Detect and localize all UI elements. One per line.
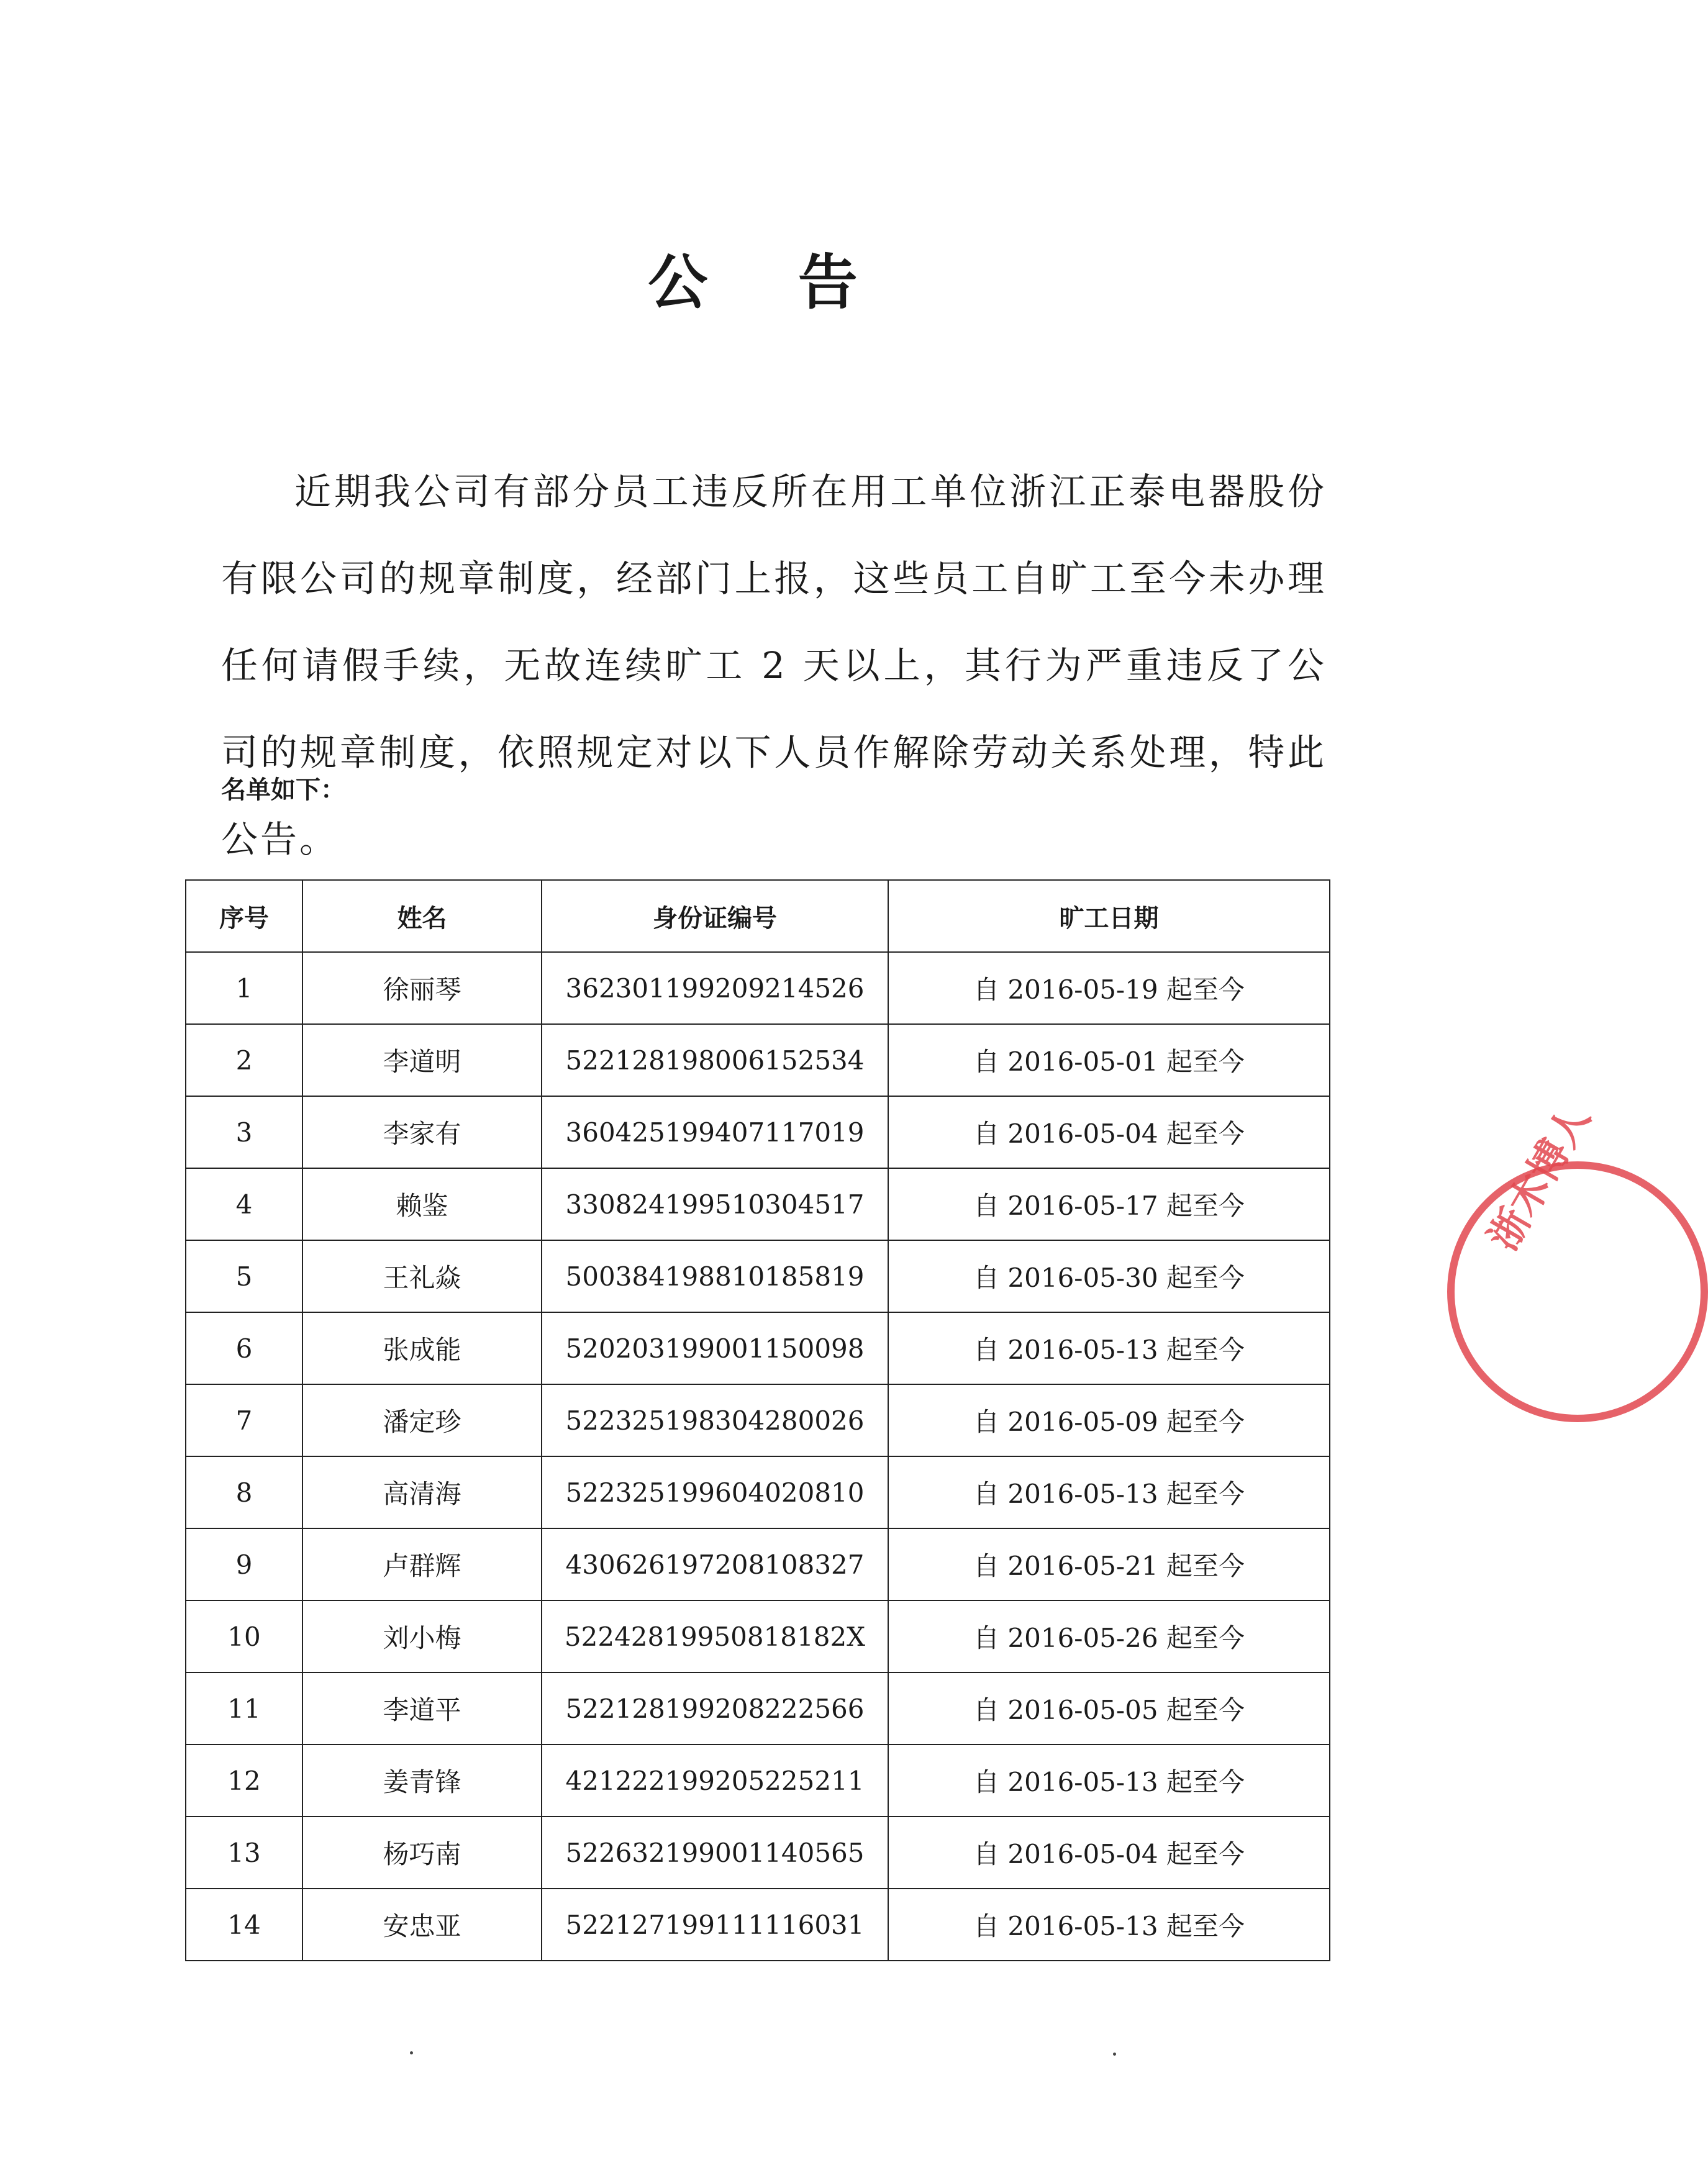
cell-id-number: 430626197208108327	[542, 1528, 888, 1600]
cell-index: 1	[186, 952, 302, 1024]
table-row	[186, 1456, 1330, 1528]
cell-index: 2	[186, 1024, 302, 1096]
cell-absence-date: 自 2016-05-19 起至今	[888, 952, 1330, 1024]
company-seal	[1447, 1161, 1708, 1422]
list-label: 名单如下：	[221, 776, 345, 804]
cell-absence-date: 自 2016-05-21 起至今	[888, 1528, 1330, 1600]
cell-name: 刘小梅	[302, 1600, 542, 1672]
cell-absence-date: 自 2016-05-13 起至今	[888, 1312, 1330, 1384]
cell-index: 3	[186, 1096, 302, 1168]
cell-id-number: 362301199209214526	[542, 952, 888, 1024]
cell-id-number: 52242819950818182X	[542, 1600, 888, 1672]
dismissal-table	[185, 879, 1330, 1961]
header-name: 姓名	[302, 880, 542, 952]
table-row	[186, 1889, 1330, 1961]
cell-index: 4	[186, 1168, 302, 1240]
cell-name: 高清海	[302, 1456, 542, 1528]
cell-id-number: 330824199510304517	[542, 1168, 888, 1240]
cell-name: 杨巧南	[302, 1817, 542, 1889]
document-title: 公 告	[648, 248, 893, 317]
cell-index: 12	[186, 1745, 302, 1817]
table-row	[186, 1168, 1330, 1240]
seal-text: 浙木博人	[1480, 1097, 1600, 1258]
table-row	[186, 1096, 1330, 1168]
cell-id-number: 522128198006152534	[542, 1024, 888, 1096]
cell-name: 李家有	[302, 1096, 542, 1168]
cell-absence-date: 自 2016-05-26 起至今	[888, 1600, 1330, 1672]
cell-name: 李道平	[302, 1672, 542, 1745]
cell-id-number: 500384198810185819	[542, 1240, 888, 1312]
cell-name: 赖鉴	[302, 1168, 542, 1240]
cell-name: 卢群辉	[302, 1528, 542, 1600]
cell-absence-date: 自 2016-05-04 起至今	[888, 1096, 1330, 1168]
cell-absence-date: 自 2016-05-05 起至今	[888, 1672, 1330, 1745]
cell-index: 14	[186, 1889, 302, 1961]
cell-id-number: 522325199604020810	[542, 1456, 888, 1528]
cell-index: 10	[186, 1600, 302, 1672]
cell-name: 姜青锋	[302, 1745, 542, 1817]
table-row	[186, 1240, 1330, 1312]
table-row	[186, 1024, 1330, 1096]
cell-index: 11	[186, 1672, 302, 1745]
cell-absence-date: 自 2016-05-13 起至今	[888, 1889, 1330, 1961]
scan-mark	[410, 2051, 413, 2054]
cell-absence-date: 自 2016-05-17 起至今	[888, 1168, 1330, 1240]
cell-index: 13	[186, 1817, 302, 1889]
cell-id-number: 522128199208222566	[542, 1672, 888, 1745]
header-index: 序号	[186, 880, 302, 952]
table-row	[186, 1745, 1330, 1817]
table-row	[186, 952, 1330, 1024]
header-absence-date: 旷工日期	[888, 880, 1330, 952]
cell-absence-date: 自 2016-05-30 起至今	[888, 1240, 1330, 1312]
cell-name: 潘定珍	[302, 1384, 542, 1456]
cell-absence-date: 自 2016-05-13 起至今	[888, 1456, 1330, 1528]
cell-id-number: 360425199407117019	[542, 1096, 888, 1168]
cell-absence-date: 自 2016-05-13 起至今	[888, 1745, 1330, 1817]
table-row	[186, 1600, 1330, 1672]
cell-index: 7	[186, 1384, 302, 1456]
cell-index: 8	[186, 1456, 302, 1528]
cell-id-number: 522632199001140565	[542, 1817, 888, 1889]
announcement-body: 近期我公司有部分员工违反所在用工单位浙江正泰电器股份有限公司的规章制度，经部门上报，这些员工自旷工至今未办理任何请假手续，无故连续旷工 2 天以上，其行为严重违反了公司的规章制度，依照规定对以下人员作解除劳动关系处理，特此公告。	[221, 470, 1327, 861]
table-row	[186, 1528, 1330, 1600]
cell-id-number: 421222199205225211	[542, 1745, 888, 1817]
cell-id-number: 522325198304280026	[542, 1384, 888, 1456]
cell-name: 安忠亚	[302, 1889, 542, 1961]
cell-id-number: 522127199111116031	[542, 1889, 888, 1961]
scan-mark	[1113, 2053, 1116, 2056]
cell-name: 李道明	[302, 1024, 542, 1096]
table-row	[186, 1312, 1330, 1384]
cell-absence-date: 自 2016-05-01 起至今	[888, 1024, 1330, 1096]
cell-index: 5	[186, 1240, 302, 1312]
cell-name: 徐丽琴	[302, 952, 542, 1024]
cell-name: 王礼焱	[302, 1240, 542, 1312]
cell-absence-date: 自 2016-05-09 起至今	[888, 1384, 1330, 1456]
table-row	[186, 1817, 1330, 1889]
table-header-row	[186, 880, 1330, 952]
table-body	[186, 952, 1330, 1961]
header-id-number: 身份证编号	[542, 880, 888, 952]
table-row	[186, 1384, 1330, 1456]
cell-name: 张成能	[302, 1312, 542, 1384]
cell-absence-date: 自 2016-05-04 起至今	[888, 1817, 1330, 1889]
cell-index: 9	[186, 1528, 302, 1600]
table-row	[186, 1672, 1330, 1745]
cell-index: 6	[186, 1312, 302, 1384]
cell-id-number: 520203199001150098	[542, 1312, 888, 1384]
